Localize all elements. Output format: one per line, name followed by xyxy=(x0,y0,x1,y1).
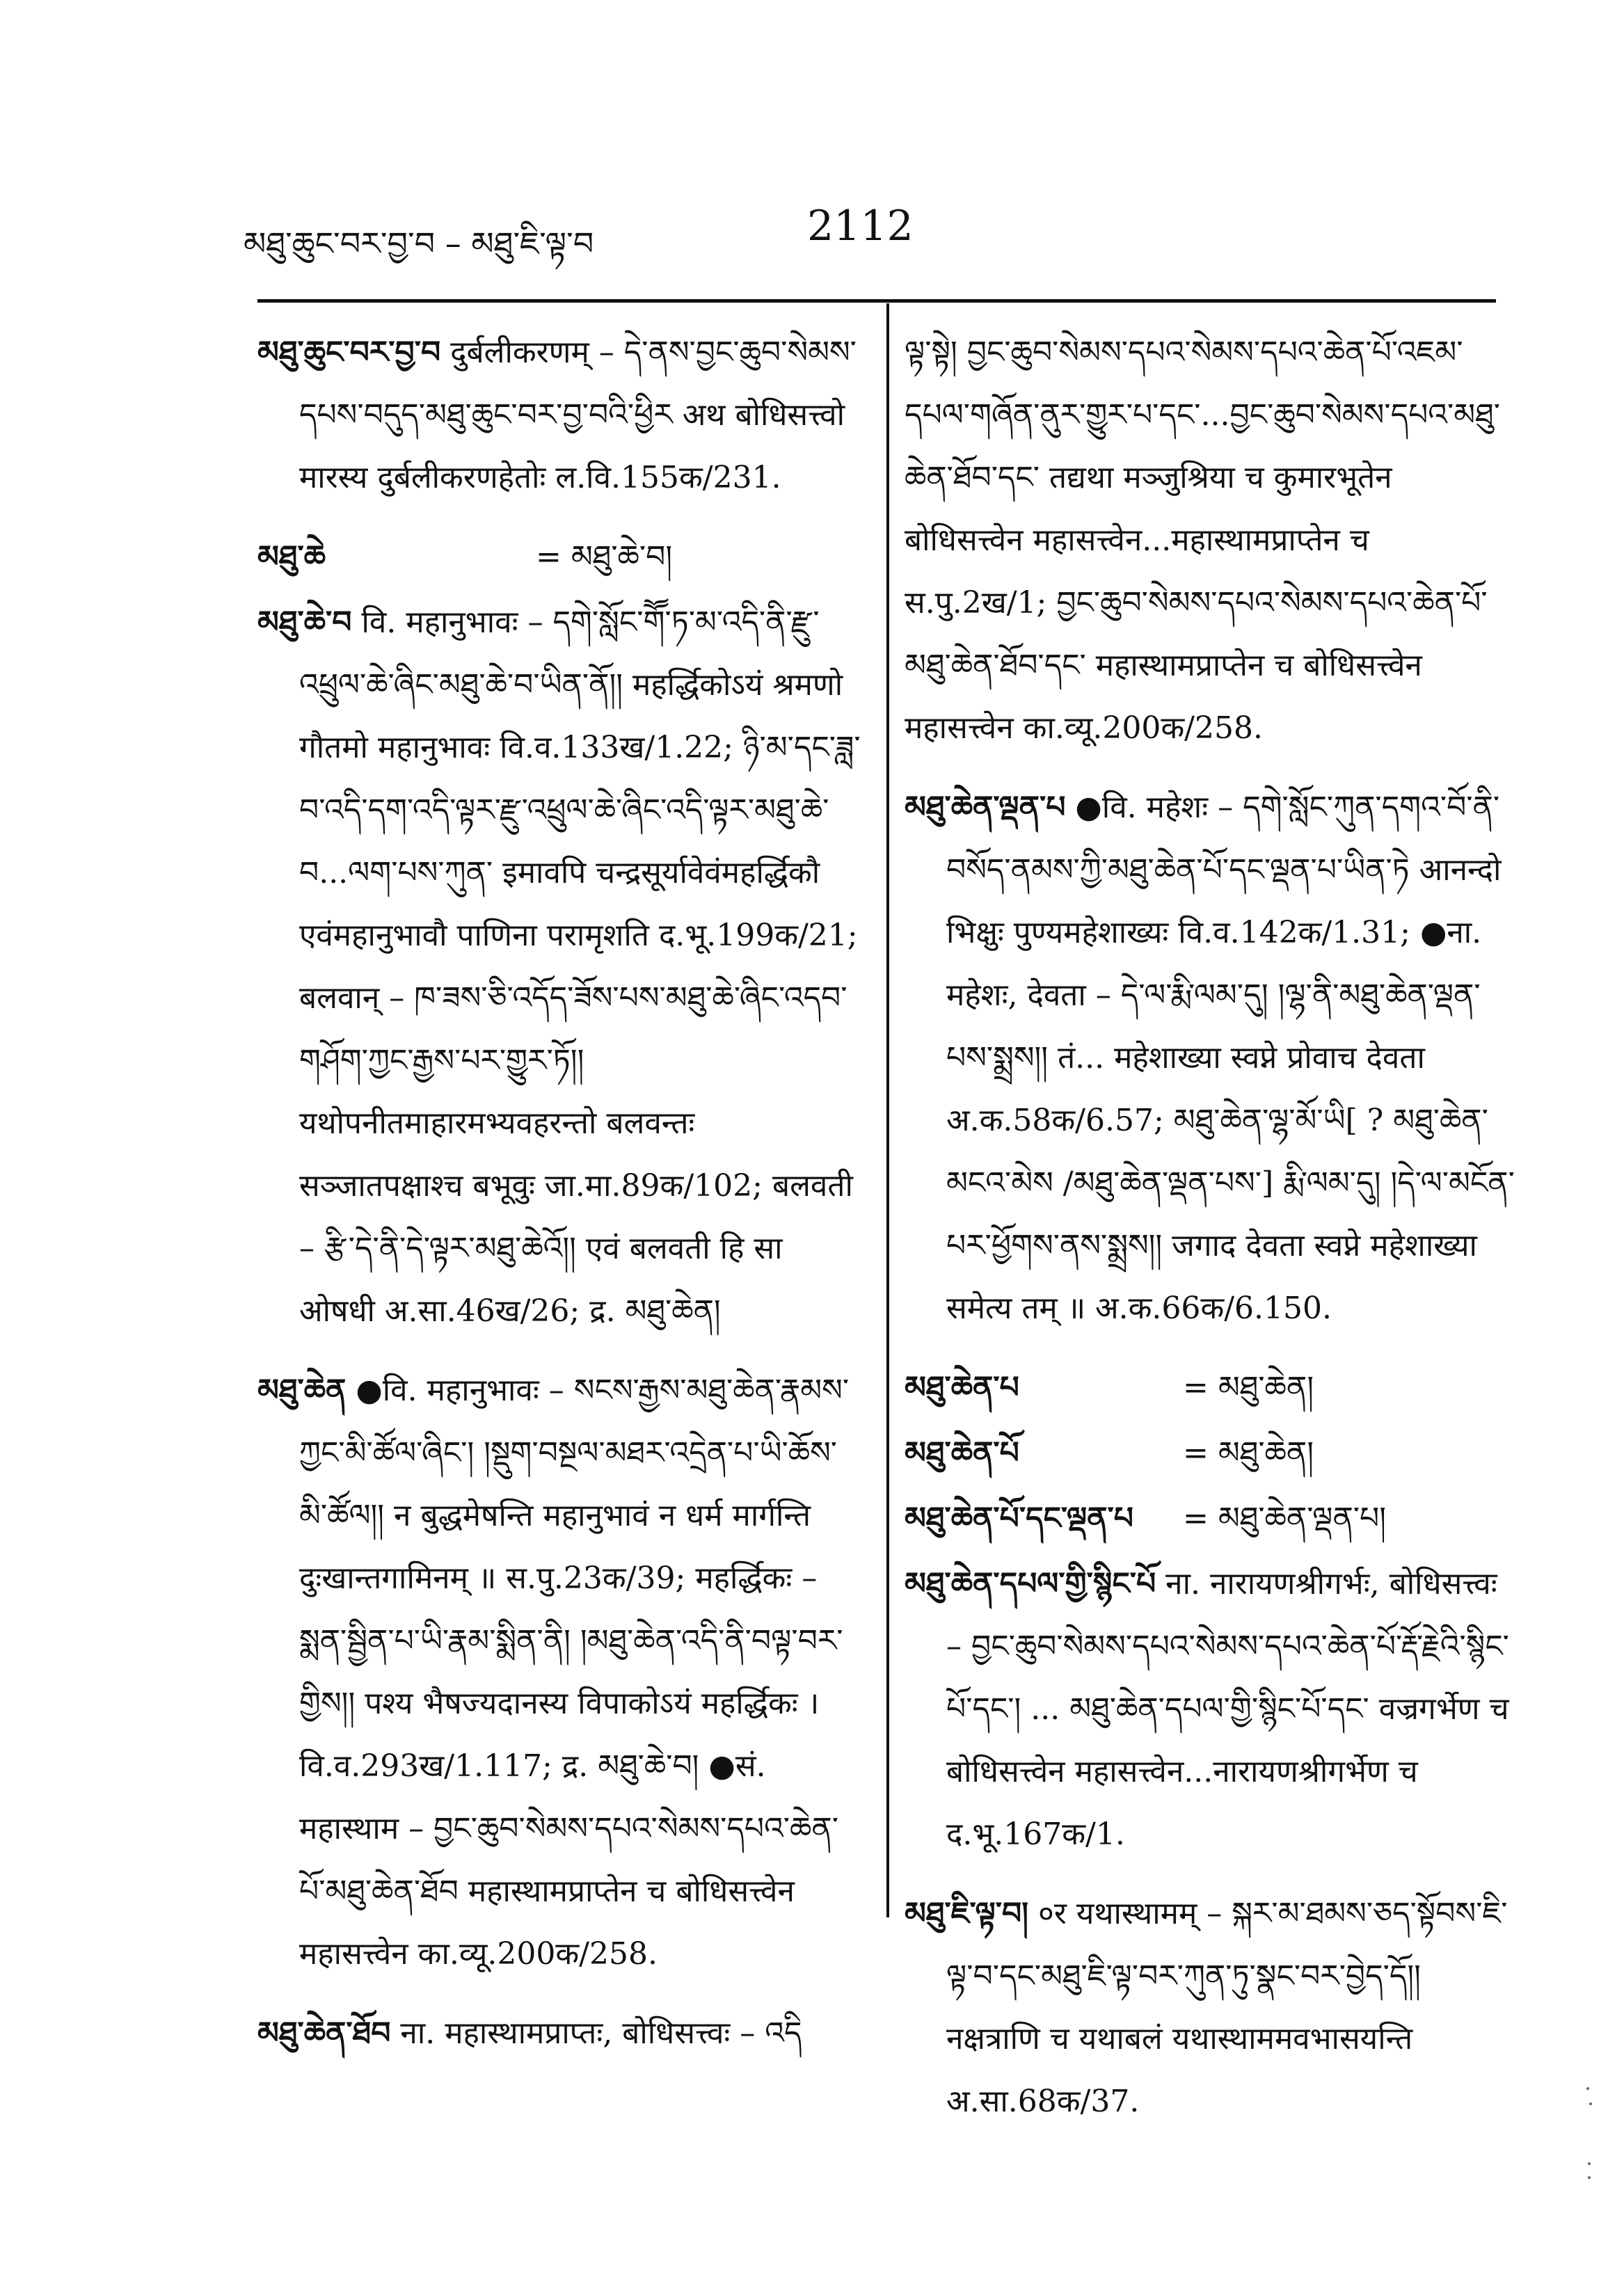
cross-reference-entry xyxy=(905,1422,1517,1485)
entry-body: ●वि. महेशः – དགེ་སློང་ཀུན་དགའ་བོ་ནི་བསོད་ནམས་ཀྱི་མཐུ་ཆེན་པོ་དང་ལྡན་པ་ཡིན་ཏེ आनन्दो भिक्षुः पुण्यमहेशाख्यः वि.व.142क/1.31; ●ना. महेशः, देवता – དེ་ལ་རྨི་ལམ་དུ། །ལྷ་ནི་མཐུ་ཆེན་ལྡན་པས་སྨྲས།། तं... महेशाख्या स्वप्ने प्रोवाच देवता अ.क.58क/6.57; མཐུ་ཆེན་ལྷ་མོ་ཡི[ ? མཐུ་ཆེན་མངའ་མེས /མཐུ་ཆེན་ལྡན་པས་] རྨི་ལམ་དུ། །དེ་ལ་མངོན་པར་ཕྱོགས་ནས་སྨྲས།། जगाद देवता स्वप्ने महेशाख्या समेत्य तम् ॥ अ.क.66क/6.150. xyxy=(946,790,1515,1326)
dictionary-entry xyxy=(905,776,1517,1340)
cross-reference-target: = མཐུ་ཆེན། xyxy=(1183,1435,1314,1471)
left-column xyxy=(257,321,863,2082)
entry-lemma: མཐུ་ཆུང་བར་བྱ་བ xyxy=(257,335,441,370)
running-head: མཐུ་ཆུང་བར་བྱ་བ – མཐུ་ཇི་ལྟ་བ xyxy=(244,225,594,262)
entry-body: ना. महास्थामप्राप्तः, बोधिसत्त्वः – འདི xyxy=(400,2015,802,2051)
entry-lemma: མཐུ་ཆེན་དཔལ་གྱི་སྙིང་པོ xyxy=(905,1566,1156,1602)
entry-lemma: མཐུ་ཆེན་ལྡན་པ xyxy=(905,790,1066,825)
entry-lemma: མཐུ་ཇི་ལྟ་བ། xyxy=(905,1896,1028,1931)
entry-body: वि. महानुभावः – དགེ་སློང་གཽ་ཏ་མ་འདི་ནི་རྫུ་འཕྲུལ་ཆེ་ཞིང་མཐུ་ཆེ་བ་ཡིན་ནོ།། महर्द्धिकोऽयं श्रमणो गौतमो महानुभावः वि.व.133ख/1.22; ཉི་མ་དང་ཟླ་བ་འདི་དག་འདི་ལྟར་རྫུ་འཕྲུལ་ཆེ་ཞིང་འདི་ལྟར་མཐུ་ཆེ་བ...ལག་པས་ཀུན་ इमावपि चन्द्रसूर्यावेवंमहर्द्धिकौ एवंमहानुभावौ पाणिना परामृशति द.भू.199क/21; बलवान् – ཁ་ཟས་ཅི་འདོད་ཟོས་པས་མཐུ་ཆེ་ཞིང་འདབ་གཤོག་ཀྱང་རྒྱས་པར་གྱུར་ཏོ།། यथोपनीतमाहारमभ्यवहरन्तो बलवन्तः सञ्जातपक्षाश्च बभूवुः जा.मा.89क/102; बलवती – རྩི་དེ་ནི་དེ་ལྟར་མཐུ་ཆེའོ།། एवं बलवती हि सा ओषधी अ.सा.46ख/26; द्र. མཐུ་ཆེན། xyxy=(299,605,861,1329)
cross-reference-entry xyxy=(905,1357,1517,1419)
dictionary-entry xyxy=(905,1553,1517,1866)
entry-body: दुर्बलीकरणम् – དེ་ནས་བྱང་ཆུབ་སེམས་དཔས་བདུད་མཐུ་ཆུང་བར་བྱ་བའི་ཕྱིར अथ बोधिसत्त्वो मारस्य दुर्बलीकरणहेतोः ल.वि.155क/231. xyxy=(299,335,857,495)
entry-body: ལྟ་སྟེ། བྱང་ཆུབ་སེམས་དཔའ་སེམས་དཔའ་ཆེན་པོ་འཇམ་དཔལ་གཞོན་ནུར་གྱུར་པ་དང་...བྱང་ཆུབ་སེམས་དཔའ་མཐུ་ཆེན་ཐོབ་དང་ तद्यथा मञ्जुश्रिया च कुमारभूतेन बोधिसत्त्वेन महासत्त्वेन...महास्थामप्राप्तेन च स.पु.2ख/1; བྱང་ཆུབ་སེམས་དཔའ་སེམས་དཔའ་ཆེན་པོ་མཐུ་ཆེན་ཐོབ་དང་ महास्थामप्राप्तेन च बोधिसत्त्वेन महासत्त्वेन का.व्यू.200क/258. xyxy=(905,335,1500,746)
dictionary-entry xyxy=(257,321,863,509)
entry-body: ना. नारायणश्रीगर्भः, बोधिसत्त्वः – བྱང་ཆུབ་སེམས་དཔའ་སེམས་དཔའ་ཆེན་པོ་རྡོ་རྗེའི་སྙིང་པོ་དང་། ... མཐུ་ཆེན་དཔལ་གྱི་སྙིང་པོ་དང་ वज्रगर्भेण च बोधिसत्त्वेन महासत्त्वेन...नारायणश्रीगर्भेण च द.भू.167क/1. xyxy=(946,1566,1509,1852)
dictionary-entry xyxy=(257,1359,863,1986)
entry-lemma: མཐུ་ཆེ་བ xyxy=(257,605,352,640)
header-rule xyxy=(257,299,1496,303)
entry-lemma: མཐུ་ཆེན xyxy=(257,1373,347,1408)
dictionary-entry xyxy=(257,591,863,1343)
page-number: 2112 xyxy=(807,202,914,250)
dictionary-entry xyxy=(257,2002,863,2065)
scan-speck xyxy=(1579,2157,1600,2198)
entry-lemma: མཐུ་ཆེན་པོ་དང་ལྡན་པ xyxy=(905,1501,1133,1536)
column-divider xyxy=(886,303,889,1917)
entry-lemma: མཐུ་ཆེ xyxy=(257,539,326,575)
cross-reference-target: = མཐུ་ཆེན། xyxy=(1183,1370,1314,1405)
dictionary-entry xyxy=(905,1883,1517,2133)
dictionary-entry-continuation xyxy=(905,321,1517,760)
cross-reference-target: = མཐུ་ཆེན་ལྡན་པ། xyxy=(1183,1501,1387,1536)
cross-reference-target: = མཐུ་ཆེ་བ། xyxy=(536,539,673,575)
scan-speck xyxy=(1579,2080,1600,2122)
entry-body: ०र यथास्थामम् – སྐར་མ་ཐམས་ཅད་སྟོབས་ཇི་ལྟ་བ་དང་མཐུ་ཇི་ལྟ་བར་ཀུན་ཏུ་སྣང་བར་བྱེད་དོ།། नक्षत्राणि च यथाबलं यथास्थाममवभासयन्ति अ.सा.68क/37. xyxy=(946,1896,1508,2119)
entry-lemma: མཐུ་ཆེན་པོ xyxy=(905,1435,1019,1471)
entry-body: ●वि. महानुभावः – སངས་རྒྱས་མཐུ་ཆེན་རྣམས་ཀྱང་མི་ཚོལ་ཞིང་། །སྡུག་བསྔལ་མཐར་འདྲེན་པ་ཡི་ཆོས་མི་ཚོལ།། न बुद्धमेषन्ति महानुभावं न धर्म मार्गन्ति दुःखान्तगामिनम् ॥ स.पु.23क/39; महर्द्धिकः – སྨན་སྦྱིན་པ་ཡི་རྣམ་སྨིན་ནི། །མཐུ་ཆེན་འདི་ནི་བལྟ་བར་གྱིས།། पश्य भैषज्यदानस्य विपाकोऽयं महर्द्धिकः । वि.व.293ख/1.117; द्र. མཐུ་ཆེ་བ། ●सं. महास्थाम – བྱང་ཆུབ་སེམས་དཔའ་སེམས་དཔའ་ཆེན་པོ་མཐུ་ཆེན་ཐོབ महास्थामप्राप्तेन च बोधिसत्त्वेन महासत्त्वेन का.व्यू.200क/258. xyxy=(299,1373,850,1972)
entry-lemma: མཐུ་ཆེན་པ xyxy=(905,1370,1019,1405)
cross-reference-entry xyxy=(905,1487,1517,1550)
cross-reference-entry xyxy=(257,526,863,589)
entry-lemma: མཐུ་ཆེན་ཐོབ xyxy=(257,2015,391,2051)
right-column xyxy=(905,321,1517,2150)
